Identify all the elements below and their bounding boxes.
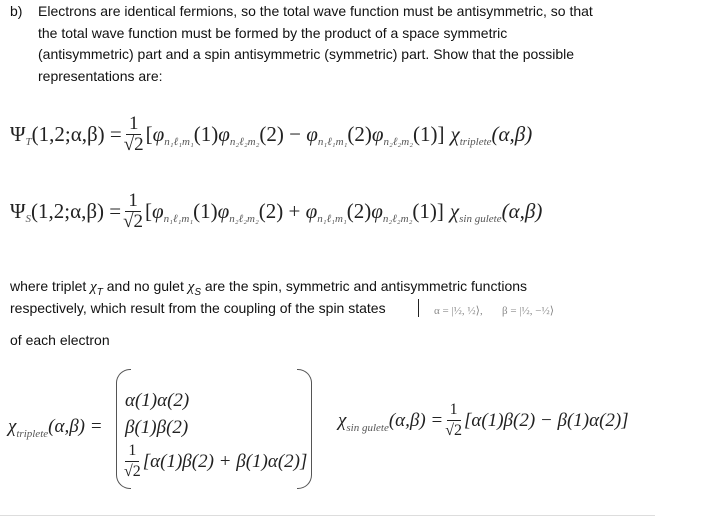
- numerator: 1: [126, 114, 142, 135]
- problem-line-3: (antisymmetric) part and a spin antisymmetric (symmetric) part. Show that the possible: [38, 46, 575, 62]
- arg: (1)]: [413, 122, 445, 146]
- phi: φ: [152, 199, 164, 223]
- sub: n₂ℓ₂m₂: [383, 135, 414, 148]
- paragraph-line-3: of each electron: [10, 332, 110, 348]
- spin-alpha: α = |½, ½⟩,: [434, 305, 483, 317]
- phi: φ: [306, 122, 318, 146]
- problem-line-2: the total wave function must be formed by the product of a space symmetric: [38, 24, 508, 41]
- sub: n₂ℓ₂m₂: [382, 212, 413, 225]
- operator: +: [283, 199, 306, 223]
- bracket: [: [145, 122, 153, 146]
- triplet-row-2: β(1)β(2): [125, 417, 189, 438]
- chi-s: χ: [187, 279, 195, 295]
- chi-subscript: sin gulete: [459, 212, 502, 225]
- chi-t: χ: [90, 279, 97, 295]
- chi: χ: [450, 122, 460, 146]
- phi: φ: [371, 122, 384, 146]
- text-cursor: [418, 299, 419, 317]
- numerator: 1: [447, 400, 461, 421]
- chi-args: (α,β): [491, 122, 533, 146]
- fraction: [123, 191, 143, 232]
- equation-singlet-wavefunction: [10, 191, 542, 232]
- phi: φ: [152, 122, 165, 146]
- row3-body: [α(1)β(2) + β(1)α(2)]: [142, 450, 308, 472]
- arg: (2): [258, 199, 284, 223]
- text: where triplet: [10, 278, 91, 294]
- arguments: (1,2;α,β) =: [31, 122, 122, 146]
- text: are the spin, symmetric and antisymmetric functions: [201, 278, 528, 294]
- arg: (2): [259, 122, 284, 146]
- denominator: √2: [123, 134, 144, 155]
- args: (α,β) =: [48, 416, 103, 437]
- fraction: [124, 441, 141, 482]
- problem-label: b): [10, 3, 23, 19]
- psi-symbol: Ψ: [10, 199, 26, 223]
- sub: n₁ℓ₁m₁: [164, 135, 194, 148]
- chi-subscript: sin gulete: [346, 421, 389, 434]
- bracket: [: [145, 199, 153, 223]
- chi: χ: [449, 199, 460, 223]
- arg: (1): [193, 122, 219, 146]
- triplet-row-1: α(1)α(2): [125, 390, 190, 411]
- chi: χ: [8, 416, 17, 437]
- problem-line-4: representations are:: [38, 67, 163, 84]
- triplet-lhs: [8, 416, 103, 438]
- arg: (2): [346, 199, 372, 223]
- paragraph-line-1: [10, 276, 527, 300]
- chi-args: (α,β): [501, 199, 543, 223]
- numerator: 1: [125, 191, 141, 212]
- sub: n₁ℓ₁m₁: [163, 212, 194, 225]
- denominator: √2: [445, 422, 463, 439]
- phi: φ: [305, 199, 318, 223]
- phi: φ: [218, 122, 230, 146]
- arg: (1)]: [412, 199, 444, 223]
- phi: φ: [217, 199, 230, 223]
- psi-subscript: T: [25, 135, 32, 148]
- bottom-divider: [0, 515, 655, 516]
- fraction: [124, 114, 144, 155]
- chi-subscript: triplete: [16, 428, 49, 440]
- chi-subscript: triplete: [459, 135, 492, 148]
- numerator: 1: [125, 441, 139, 462]
- sub: n₁ℓ₁m₁: [317, 135, 348, 148]
- arg: (2): [347, 122, 372, 146]
- arg: (1): [193, 199, 218, 223]
- chi: χ: [338, 409, 347, 431]
- paragraph-line-2: respectively, which result from the coupling of the spin states: [10, 299, 386, 316]
- sub: n₂ℓ₂m₂: [229, 212, 259, 225]
- spin-beta: β = |½, −½⟩: [502, 305, 554, 317]
- sub: n₂ℓ₂m₂: [229, 135, 260, 148]
- problem-line-1: Electrons are identical fermions, so the total wave function must be antisymmetric, so that: [38, 3, 593, 19]
- denominator: √2: [123, 211, 144, 232]
- equation-triplet-wavefunction: [10, 114, 532, 155]
- triplet-row-3: [122, 441, 307, 482]
- args: (α,β) =: [388, 409, 444, 431]
- psi-subscript: S: [25, 212, 31, 225]
- psi-symbol: Ψ: [10, 122, 26, 146]
- singlet-spin-equation: [338, 400, 629, 441]
- denominator: √2: [124, 463, 141, 480]
- fraction: [445, 400, 462, 441]
- text: and no gulet: [102, 278, 188, 294]
- chi-s-sub: S: [194, 287, 202, 298]
- operator: −: [283, 122, 307, 146]
- sub: n₁ℓ₁m₁: [317, 212, 347, 225]
- phi: φ: [371, 199, 383, 223]
- chi-t-sub: T: [96, 287, 103, 298]
- body: [α(1)β(2) − β(1)α(2)]: [464, 409, 629, 431]
- arguments: (1,2;α,β) =: [31, 199, 122, 223]
